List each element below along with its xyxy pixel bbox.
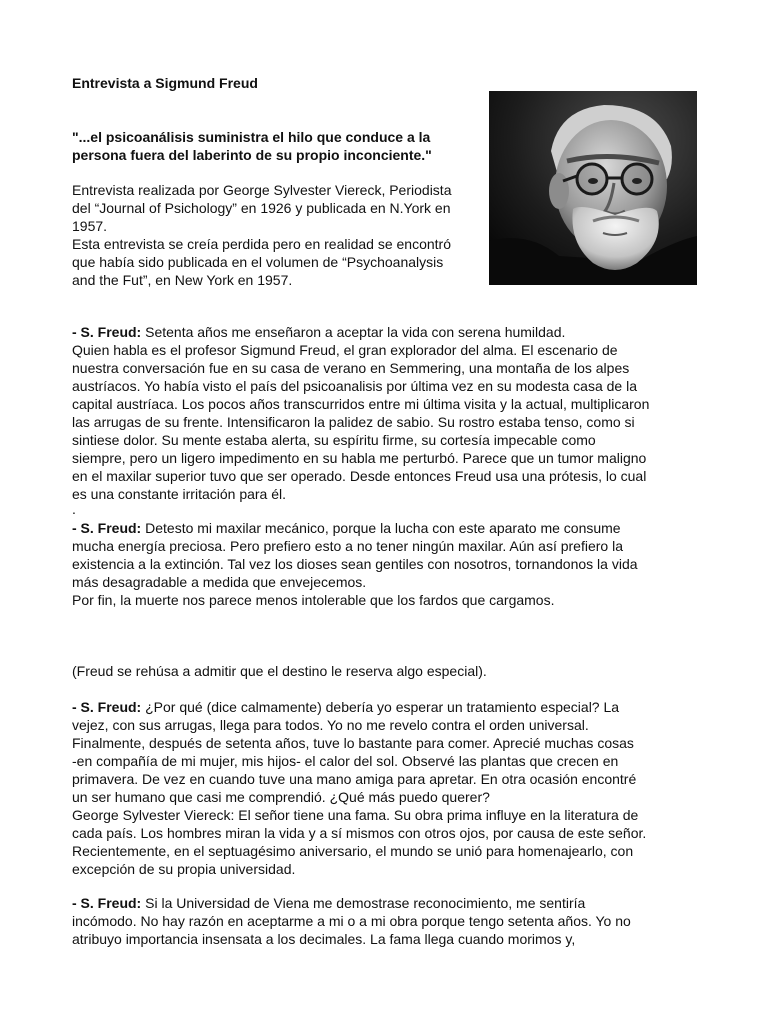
text-line: primavera. De vez en cuando tuve una mano amiga para apretar. En otra ocasión encontré xyxy=(72,771,637,787)
pull-quote xyxy=(72,128,492,164)
answer-text: ¿Por qué (dice calmamente) debería yo esperar un tratamiento especial? La xyxy=(141,699,620,715)
document-title: Entrevista a Sigmund Freud xyxy=(72,75,258,91)
text-line: nuestra conversación fue en su casa de verano en Semmering, una montaña de los alpes xyxy=(72,360,630,376)
answer-text: Detesto mi maxilar mecánico, porque la lucha con este aparato me consume xyxy=(141,520,621,536)
text-line: capital austríaca. Los pocos años transcurridos entre mi última visita y la actual, multiplicaron xyxy=(72,396,650,412)
text-line: incómodo. No hay razón en aceptarme a mi o a mi obra porque tengo setenta años. Yo no xyxy=(72,913,631,929)
text-line: las arrugas de su frente. Intensificaron la palidez de sabio. Su rostro estaba tenso, como si xyxy=(72,414,635,430)
intro-line: Entrevista realizada por George Sylvester Viereck, Periodista xyxy=(72,182,452,198)
freud-portrait-photo xyxy=(489,91,697,285)
speaker-label: - S. Freud: xyxy=(72,324,142,340)
freud-answer-3 xyxy=(72,698,712,878)
freud-answer-2 xyxy=(72,519,712,609)
aside-line: (Freud se rehúsa a admitir que el destino le reserva algo especial). xyxy=(72,663,487,679)
text-line: excepción de su propia universidad. xyxy=(72,861,296,877)
text-line: Por fin, la muerte nos parece menos intolerable que los fardos que cargamos. xyxy=(72,592,555,608)
freud-answer-4 xyxy=(72,894,712,948)
answer-first-line xyxy=(72,519,712,537)
text-line: mucha energía preciosa. Pero prefiero esto a no tener ningún maxilar. Aún así prefiero la xyxy=(72,538,623,554)
text-line: atribuyo importancia insensata a los decimales. La fama llega cuando morimos y, xyxy=(72,931,576,947)
answer-first-line xyxy=(72,323,712,341)
text-line: -en compañía de mi mujer, mis hijos- el calor del sol. Observé las plantas que crecen en xyxy=(72,753,619,769)
intro-line: que había sido publicada en el volumen de “Psychoanalysis xyxy=(72,254,444,270)
text-line: sintiese dolor. Su mente estaba alerta, su espíritu firme, su cortesía impecable como xyxy=(72,432,596,448)
freud-answer-1 xyxy=(72,323,712,515)
intro-line: del “Journal of Psichology” en 1926 y publicada en N.York en xyxy=(72,200,451,216)
answer-text: Setenta años me enseñaron a aceptar la vida con serena humildad. xyxy=(141,324,566,340)
text-line: vejez, con sus arrugas, llega para todos. Yo no me revelo contra el orden universal. xyxy=(72,717,589,733)
text-line: existencia a la extinción. Tal vez los dioses sean gentiles con nosotros, tornandonos la vida xyxy=(72,556,638,572)
text-line: es una constante irritación para él. xyxy=(72,486,287,502)
text-line: en el maxilar superior tuvo que ser operado. Desde entonces Freud usa una prótesis, lo cual xyxy=(72,468,647,484)
intro-line: and the Fut”, en New York en 1957. xyxy=(72,272,293,288)
answer-text: Si la Universidad de Viena me demostrase reconocimiento, me sentiría xyxy=(141,895,586,911)
text-line: . xyxy=(72,501,76,517)
quote-line: persona fuera del laberinto de su propio inconciente." xyxy=(72,147,432,163)
intro-line: Esta entrevista se creía perdida pero en realidad se encontró xyxy=(72,236,452,252)
answer-first-line xyxy=(72,894,712,912)
text-line: cada país. Los hombres miran la vida y a sí mismos con otros ojos, por causa de este señor. xyxy=(72,825,647,841)
text-line: siempre, pero un ligero impedimento en su habla me perturbó. Parece que un tumor maligno xyxy=(72,450,647,466)
text-line: George Sylvester Viereck: El señor tiene una fama. Su obra prima influye en la literatura de xyxy=(72,807,639,823)
speaker-label: - S. Freud: xyxy=(72,895,142,911)
narrator-aside xyxy=(72,662,712,680)
answer-first-line xyxy=(72,698,712,716)
intro-paragraph xyxy=(72,181,492,289)
text-line: más desagradable a medida que envejecemos. xyxy=(72,574,367,590)
text-line: Recientemente, en el septuagésimo aniversario, el mundo se unió para homenajearlo, con xyxy=(72,843,634,859)
speaker-label: - S. Freud: xyxy=(72,699,142,715)
text-line: un ser humano que casi me comprendió. ¿Qué más puedo querer? xyxy=(72,789,490,805)
speaker-label: - S. Freud: xyxy=(72,520,142,536)
quote-line: "...el psicoanálisis suministra el hilo que conduce a la xyxy=(72,129,431,145)
text-line: austríacos. Yo había visto el país del psicoanalisis por última vez en su modesta casa de la xyxy=(72,378,637,394)
text-line: Finalmente, después de setenta años, tuve lo bastante para comer. Aprecié muchas cosas xyxy=(72,735,634,751)
text-line: Quien habla es el profesor Sigmund Freud, el gran explorador del alma. El escenario de xyxy=(72,342,618,358)
intro-line: 1957. xyxy=(72,218,108,234)
